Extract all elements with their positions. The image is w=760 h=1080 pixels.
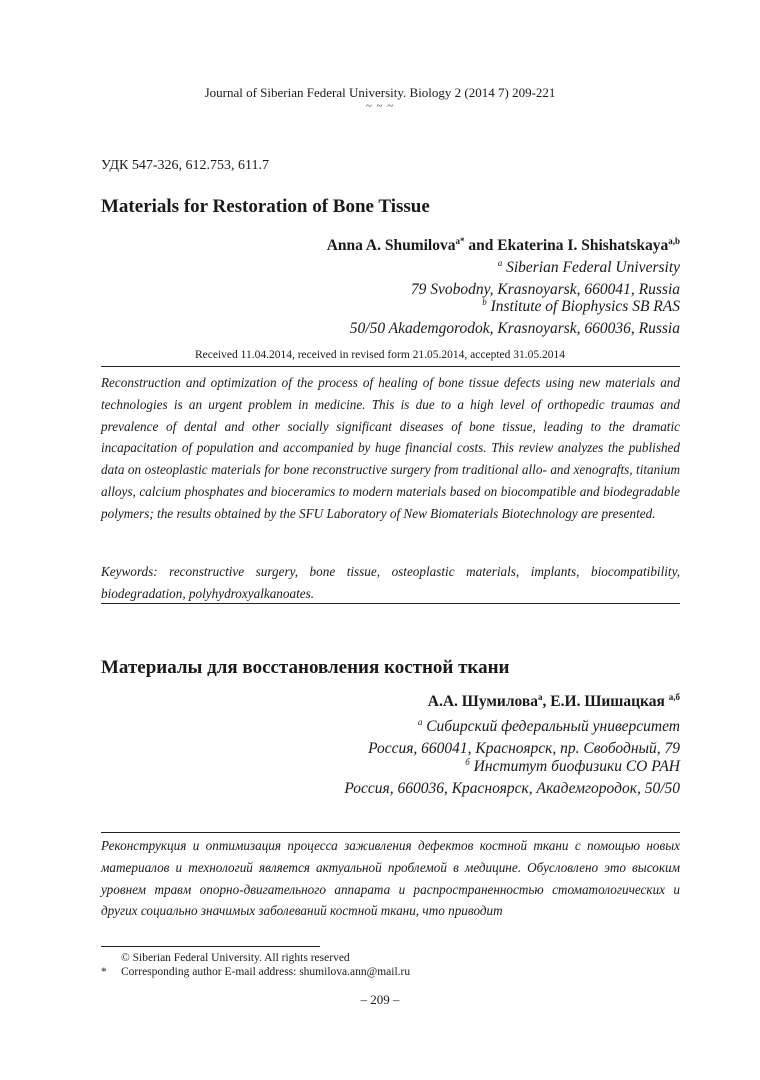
russian-affiliation-1-address: Россия, 660041, Красноярск, пр. Свободный, 79	[368, 740, 680, 757]
english-affiliation-1-address: 79 Svobodny, Krasnoyarsk, 660041, Russia	[410, 281, 680, 298]
affiliation-name: Siberian Federal University	[502, 259, 680, 276]
russian-affiliation-1	[418, 718, 680, 736]
udc-code: УДК 547-326, 612.753, 611.7	[101, 158, 270, 173]
footnote-marker: *	[101, 966, 107, 978]
russian-affiliation-2	[465, 758, 680, 776]
english-affiliation-2-address: 50/50 Akademgorodok, Krasnoyarsk, 660036, Russia	[349, 320, 680, 337]
author-superscript: а	[538, 691, 543, 702]
russian-abstract: Реконструкция и оптимизация процесса заживления дефектов костной ткани с помощью новых материалов и технологий является актуальной проблемой в медицине. Обусловлено это высоким уровнем травм опорно-двигательного аппарата и распространенностью стоматологических и других социально значимых заболеваний костной ткани, что приводит	[101, 838, 680, 919]
corresponding-author-footnote: Corresponding author E-mail address: shumilova.ann@mail.ru	[121, 966, 411, 978]
english-authors	[327, 237, 680, 255]
page-number: – 209 –	[360, 992, 400, 1007]
english-affiliation-1	[498, 259, 680, 277]
affiliation-name: Сибирский федеральный университет	[422, 718, 680, 735]
footnote-divider	[101, 946, 320, 947]
affiliation-name: Institute of Biophysics SB RAS	[486, 298, 680, 315]
author-name: Anna A. Shumilova	[326, 237, 456, 254]
divider	[101, 366, 680, 367]
affiliation-name: Институт биофизики СО РАН	[469, 758, 680, 775]
english-abstract: Reconstruction and optimization of the process of healing of bone tissue defects using new materials and technologies is an urgent problem in medicine. This is due to a high level of orthopedic traumas and prevalence of dental and other socially significant diseases of bone tissue, leading to the dramatic incapacitation of population and accompanied by huge financial costs. This review analyzes the published data on osteoplastic materials for bone reconstructive surgery from traditional allo- and xenografts, titanium alloys, calcium phosphates and bioceramics to modern materials based on biocompatible and biodegradable polymers; the results obtained by the SFU Laboratory of New Biomaterials Biotechnology are presented.	[101, 375, 680, 521]
affiliation-superscript: a	[497, 257, 503, 268]
affiliation-superscript: а	[417, 716, 423, 727]
affiliation-superscript: b	[482, 296, 487, 307]
author-separator: ,	[542, 693, 551, 710]
journal-header: Journal of Siberian Federal University. Biology 2 (2014 7) 209-221	[204, 85, 556, 100]
author-name: А.А. Шумилова	[427, 693, 539, 710]
divider	[101, 832, 680, 833]
english-affiliation-2	[482, 298, 680, 316]
affiliation-superscript: б	[465, 756, 470, 767]
author-name: Е.И. Шишацкая	[550, 693, 669, 710]
header-ornament: ~ ~ ~	[365, 100, 395, 112]
author-superscript: a*	[455, 235, 465, 246]
received-dates: Received 11.04.2014, received in revised form 21.05.2014, accepted 31.05.2014	[194, 349, 566, 361]
english-keywords: Keywords: reconstructive surgery, bone tissue, osteoplastic materials, implants, biocompatibility, biodegradation, polyhydroxyalkanoates.	[101, 564, 680, 601]
author-conjunction: and	[464, 237, 498, 254]
divider	[101, 603, 680, 604]
author-superscript: а,б	[668, 691, 680, 702]
author-name: Ekaterina I. Shishatskaya	[497, 237, 669, 254]
english-title: Materials for Restoration of Bone Tissue	[101, 196, 430, 217]
russian-affiliation-2-address: Россия, 660036, Красноярск, Академгородок, 50/50	[344, 780, 680, 797]
author-superscript: a,b	[668, 235, 680, 246]
copyright-footnote: © Siberian Federal University. All rights reserved	[121, 952, 350, 964]
russian-authors	[428, 693, 680, 711]
russian-title: Материалы для восстановления костной ткани	[101, 657, 510, 678]
